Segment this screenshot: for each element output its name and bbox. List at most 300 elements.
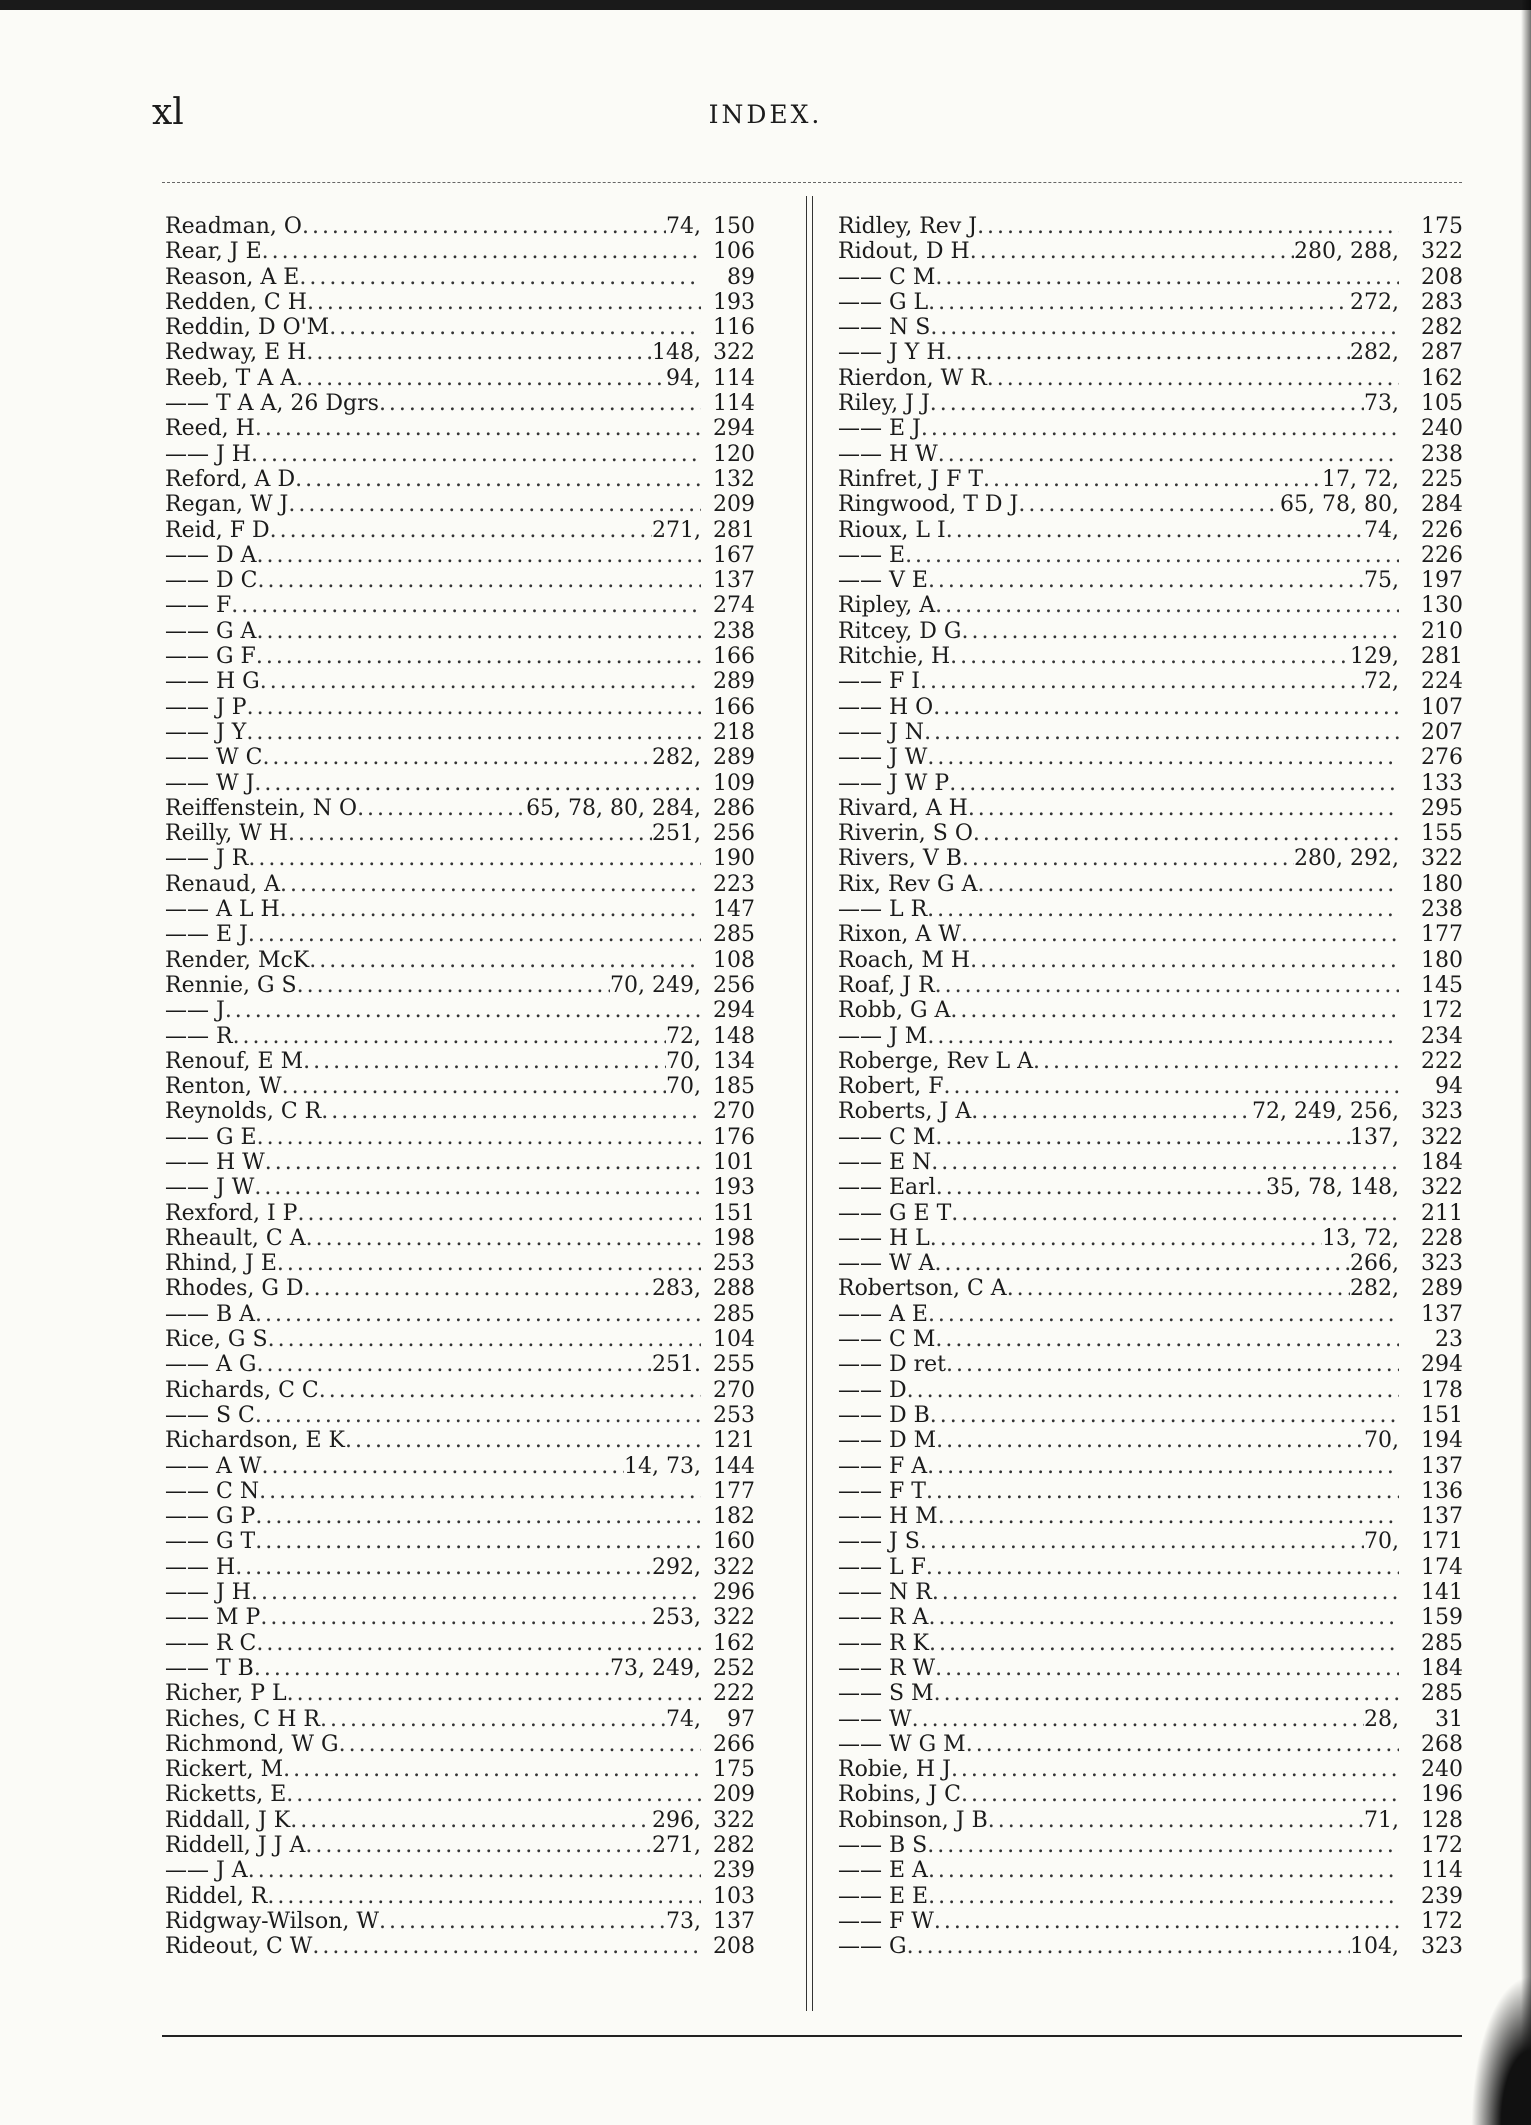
index-entry — [165, 391, 755, 416]
entry-name: —— H W — [165, 1149, 265, 1175]
index-entry — [165, 1327, 755, 1352]
entry-name: —— J M — [838, 1023, 928, 1049]
index-entry — [838, 290, 1463, 315]
entry-refs: 73, — [1364, 391, 1399, 417]
entry-name: —— D ret — [838, 1352, 947, 1378]
entry-name: Rennie, G S — [165, 972, 297, 998]
index-entry — [838, 1555, 1463, 1580]
index-entry — [838, 442, 1463, 467]
leader-dots — [282, 1074, 666, 1099]
entry-name: —— F — [165, 593, 232, 619]
index-entry — [165, 315, 755, 340]
entry-name: —— S C — [165, 1402, 255, 1428]
entry-name: Riverin, S O — [838, 821, 973, 847]
index-entry — [838, 1454, 1463, 1479]
leader-dots — [339, 1732, 701, 1757]
leader-dots — [936, 1175, 1266, 1200]
entry-page: 208 — [1421, 264, 1463, 290]
entry-page: 106 — [713, 239, 755, 265]
entry-name: —— Earl — [838, 1175, 936, 1201]
entry-name: Render, McK — [165, 947, 310, 973]
entry-refs: 75, — [1364, 568, 1399, 594]
leader-dots — [907, 1934, 1350, 1959]
entry-page: 197 — [1421, 568, 1463, 594]
leader-dots — [935, 1251, 1351, 1276]
index-entry — [165, 543, 755, 568]
entry-page: 323 — [1421, 1099, 1463, 1125]
entry-page: 274 — [713, 593, 755, 619]
entry-refs: 72, — [1364, 669, 1399, 695]
leader-dots — [262, 239, 701, 264]
entry-page: 103 — [713, 1883, 755, 1909]
entry-page: 323 — [1421, 1934, 1463, 1960]
entry-name: Reilly, W H — [165, 821, 288, 847]
entry-name: Ridgway-Wilson, W — [165, 1908, 379, 1934]
index-entry — [165, 340, 755, 365]
entry-page: 198 — [713, 1225, 755, 1251]
leader-dots — [961, 1782, 1399, 1807]
entry-name: Ricketts, E — [165, 1782, 287, 1808]
entry-page: 147 — [713, 897, 755, 923]
entry-page: 282 — [1421, 315, 1463, 341]
leader-dots — [307, 290, 701, 315]
index-entry — [838, 1024, 1463, 1049]
entry-page: 276 — [1421, 745, 1463, 771]
index-entry — [165, 1605, 755, 1630]
entry-page: 238 — [713, 618, 755, 644]
index-entry — [838, 1909, 1463, 1934]
entry-page: 253 — [713, 1251, 755, 1277]
entry-page: 114 — [713, 391, 755, 417]
index-entry — [838, 1580, 1463, 1605]
leader-dots — [946, 1352, 1399, 1377]
entry-page: 155 — [1421, 821, 1463, 847]
index-entry — [165, 290, 755, 315]
leader-dots — [961, 619, 1399, 644]
entry-page: 239 — [1421, 1883, 1463, 1909]
entry-name: —— A W — [165, 1453, 262, 1479]
entry-page: 121 — [713, 1428, 755, 1454]
leader-dots — [265, 1150, 701, 1175]
index-entry — [165, 467, 755, 492]
entry-page: 94 — [1435, 1074, 1463, 1100]
entry-name: Rear, J E — [165, 239, 262, 265]
index-entry — [838, 1276, 1463, 1301]
entry-name: —— R A — [838, 1605, 929, 1631]
leader-dots — [930, 1226, 1322, 1251]
index-entry — [165, 1909, 755, 1934]
leader-dots — [248, 922, 701, 947]
index-entry — [165, 1808, 755, 1833]
leader-dots — [946, 518, 1364, 543]
leader-dots — [928, 1884, 1399, 1909]
entry-name: —— H O — [838, 694, 934, 720]
entry-page: 238 — [1421, 897, 1463, 923]
index-entry — [838, 593, 1463, 618]
entry-name: —— N R — [838, 1580, 932, 1606]
index-entry — [165, 1707, 755, 1732]
index-entry — [838, 1352, 1463, 1377]
leader-dots — [944, 1074, 1399, 1099]
entry-name: —— C M — [838, 1124, 936, 1150]
index-entry — [838, 1428, 1463, 1453]
entry-page: 172 — [1421, 998, 1463, 1024]
entry-page: 209 — [713, 492, 755, 518]
entry-name: —— J N — [838, 719, 925, 745]
entry-page: 222 — [1421, 1048, 1463, 1074]
entry-name: —— F W — [838, 1908, 934, 1934]
entry-name: Riddell, J J A — [165, 1833, 306, 1858]
entry-name: Rhind, J E — [165, 1251, 277, 1277]
leader-dots — [251, 442, 701, 467]
entry-name: —— J Y H — [838, 340, 946, 366]
entry-name: Rhodes, G D — [165, 1276, 304, 1302]
entry-name: —— J W — [165, 1175, 255, 1201]
index-entry — [165, 1757, 755, 1782]
entry-refs: 296, — [652, 1807, 701, 1833]
index-entry — [165, 492, 755, 517]
leader-dots — [966, 1732, 1399, 1757]
entry-refs: 71, — [1364, 1807, 1399, 1833]
entry-page: 167 — [713, 542, 755, 568]
leader-dots — [302, 214, 666, 239]
index-entry — [165, 1833, 755, 1858]
index-entry — [165, 1251, 755, 1276]
leader-dots — [928, 1302, 1399, 1327]
entry-page: 239 — [713, 1858, 755, 1884]
entry-page: 209 — [713, 1782, 755, 1808]
index-entry — [838, 796, 1463, 821]
leader-dots — [931, 1150, 1399, 1175]
entry-page: 144 — [713, 1453, 755, 1479]
entry-name: —— E — [838, 542, 906, 568]
entry-name: —— E J — [165, 922, 248, 948]
leader-dots — [256, 1631, 701, 1656]
entry-page: 178 — [1421, 1377, 1463, 1403]
index-entry — [838, 1251, 1463, 1276]
entry-name: Rideout, C W — [165, 1934, 313, 1960]
index-entry — [838, 1049, 1463, 1074]
index-entry — [165, 1858, 755, 1883]
entry-name: Redden, C H — [165, 289, 307, 315]
index-entry — [165, 1504, 755, 1529]
entry-name: —— D C — [165, 568, 258, 594]
entry-refs: 70, — [1364, 1428, 1399, 1454]
leader-dots — [924, 720, 1399, 745]
entry-page: 137 — [713, 1908, 755, 1934]
entry-page: 268 — [1421, 1731, 1463, 1757]
leader-dots — [329, 315, 701, 340]
entry-page: 240 — [1421, 1757, 1463, 1783]
entry-refs: 72, 249, 256, — [1252, 1099, 1399, 1125]
index-entry — [838, 821, 1463, 846]
entry-page: 114 — [1421, 1858, 1463, 1884]
entry-page: 287 — [1421, 340, 1463, 366]
entry-page: 285 — [1421, 1630, 1463, 1656]
leader-dots — [262, 745, 652, 770]
leader-dots — [927, 897, 1399, 922]
entry-name: —— J W — [838, 745, 928, 771]
entry-page: 107 — [1421, 694, 1463, 720]
index-entry — [165, 1732, 755, 1757]
entry-name: —— M P — [165, 1605, 261, 1631]
entry-page: 145 — [1421, 972, 1463, 998]
leader-dots — [280, 872, 701, 897]
entry-page: 180 — [1421, 947, 1463, 973]
entry-name: Riches, C H R — [165, 1706, 320, 1732]
index-entry — [165, 214, 755, 239]
index-entry — [838, 1808, 1463, 1833]
leader-dots — [935, 1125, 1350, 1150]
leader-dots — [254, 771, 701, 796]
leader-dots — [950, 998, 1399, 1023]
index-entry — [165, 998, 755, 1023]
entry-name: —— S M — [838, 1681, 934, 1707]
entry-page: 322 — [713, 1807, 755, 1833]
leader-dots — [357, 796, 526, 821]
entry-page: 137 — [713, 568, 755, 594]
entry-name: —— E A — [838, 1858, 928, 1884]
entry-page: 281 — [1421, 644, 1463, 670]
entry-page: 270 — [713, 1099, 755, 1125]
index-entry — [838, 518, 1463, 543]
index-entry — [838, 1757, 1463, 1782]
entry-page: 288 — [713, 1276, 755, 1302]
index-entry — [838, 467, 1463, 492]
entry-refs: 70, 249, — [610, 972, 701, 998]
index-entry — [838, 1656, 1463, 1681]
leader-dots — [950, 644, 1350, 669]
leader-dots — [256, 619, 701, 644]
index-entry — [838, 1201, 1463, 1226]
entry-name: Rixon, A W — [838, 922, 961, 948]
index-entry — [165, 568, 755, 593]
leader-dots — [934, 1681, 1399, 1706]
entry-name: Riddall, J K — [165, 1807, 291, 1833]
entry-refs: 283, — [652, 1276, 701, 1302]
entry-refs: 65, 78, 80, 284, — [526, 795, 701, 821]
entry-name: —— C N — [165, 1478, 260, 1504]
entry-page: 286 — [713, 795, 755, 821]
index-entry — [165, 872, 755, 897]
index-entry — [838, 1681, 1463, 1706]
entry-name: —— W A — [838, 1251, 935, 1277]
page-title: INDEX. — [708, 100, 823, 129]
entry-page: 23 — [1435, 1327, 1463, 1353]
leader-dots — [973, 821, 1399, 846]
index-entry — [165, 1403, 755, 1428]
entry-page: 151 — [713, 1200, 755, 1226]
entry-refs: 282, — [652, 745, 701, 771]
entry-refs: 251. — [652, 1352, 701, 1378]
leader-dots — [235, 1555, 652, 1580]
entry-name: Richardson, E K — [165, 1428, 345, 1454]
leader-dots — [286, 1782, 701, 1807]
entry-page: 184 — [1421, 1149, 1463, 1175]
leader-dots — [946, 340, 1351, 365]
entry-page: 174 — [1421, 1554, 1463, 1580]
entry-name: Robins, J C — [838, 1782, 962, 1808]
entry-page: 141 — [1421, 1580, 1463, 1606]
entry-name: Roaf, J R — [838, 972, 935, 998]
index-entry — [838, 1074, 1463, 1099]
leader-dots — [905, 543, 1399, 568]
index-entry — [165, 1049, 755, 1074]
entry-name: Renton, W — [165, 1074, 282, 1100]
index-entry — [165, 1352, 755, 1377]
entry-page: 166 — [713, 644, 755, 670]
leader-dots — [912, 1707, 1364, 1732]
leader-dots — [321, 1099, 701, 1124]
entry-page: 148 — [713, 1023, 755, 1049]
index-entry — [165, 1428, 755, 1453]
index-entry — [165, 416, 755, 441]
leader-dots — [255, 1403, 701, 1428]
entry-name: —— R — [165, 1023, 233, 1049]
entry-page: 323 — [1421, 1251, 1463, 1277]
index-entry — [838, 366, 1463, 391]
entry-name: Reid, F D — [165, 517, 270, 543]
entry-refs: 74, — [666, 214, 701, 239]
entry-page: 295 — [1421, 795, 1463, 821]
entry-name: Ritcey, D G — [838, 618, 962, 644]
index-entry — [838, 1732, 1463, 1757]
leader-dots — [233, 1024, 666, 1049]
entry-name: —— G P — [165, 1504, 256, 1530]
entry-page: 177 — [1421, 922, 1463, 948]
entry-refs: 74, — [1364, 517, 1399, 543]
leader-dots — [312, 1934, 701, 1959]
entry-name: —— G — [838, 1934, 907, 1960]
index-entry — [838, 1707, 1463, 1732]
entry-refs: 65, 78, 80, — [1280, 492, 1399, 518]
index-entry — [838, 340, 1463, 365]
entry-page: 256 — [713, 972, 755, 998]
index-entry — [165, 720, 755, 745]
leader-dots — [935, 1327, 1399, 1352]
leader-dots — [248, 846, 701, 871]
leader-dots — [926, 1479, 1399, 1504]
entry-name: Riley, J J — [838, 391, 930, 417]
entry-page: 284 — [1421, 492, 1463, 518]
leader-dots — [255, 416, 701, 441]
leader-dots — [225, 998, 701, 1023]
entry-page: 282 — [713, 1833, 755, 1858]
leader-dots — [259, 1479, 701, 1504]
index-entry — [165, 1201, 755, 1226]
entry-refs: 70, — [666, 1048, 701, 1074]
entry-page: 177 — [713, 1478, 755, 1504]
leader-dots — [320, 1707, 666, 1732]
entry-refs: 28, — [1364, 1706, 1399, 1732]
leader-dots — [988, 1808, 1364, 1833]
entry-page: 89 — [727, 264, 755, 290]
entry-name: Redway, E H — [165, 340, 307, 366]
entry-name: Reford, A D — [165, 466, 296, 492]
index-entry — [838, 720, 1463, 745]
leader-dots — [247, 695, 701, 720]
leader-dots — [938, 1504, 1399, 1529]
entry-name: Rivers, V B — [838, 846, 962, 872]
entry-refs: 253, — [652, 1605, 701, 1631]
entry-page: 255 — [713, 1352, 755, 1378]
entry-page: 130 — [1421, 593, 1463, 619]
entry-refs: 70, — [1364, 1529, 1399, 1555]
entry-name: Reason, A E — [165, 264, 300, 290]
leader-dots — [935, 1656, 1399, 1681]
entry-name: —— G A — [165, 618, 257, 644]
entry-page: 180 — [1421, 871, 1463, 897]
entry-name: —— E E — [838, 1883, 929, 1909]
leader-dots — [379, 1909, 666, 1934]
index-entry — [838, 922, 1463, 947]
index-entry — [165, 1099, 755, 1124]
entry-refs: 70, — [666, 1074, 701, 1100]
top-rule — [162, 182, 1462, 183]
leader-dots — [928, 290, 1350, 315]
entry-name: Renaud, A — [165, 871, 280, 897]
entry-page: 266 — [713, 1731, 755, 1757]
leader-dots — [920, 669, 1364, 694]
entry-name: —— D B — [838, 1402, 930, 1428]
leader-dots — [288, 492, 701, 517]
leader-dots — [260, 1605, 652, 1630]
entry-page: 172 — [1421, 1908, 1463, 1934]
leader-dots — [309, 948, 701, 973]
leader-dots — [296, 366, 666, 391]
index-entry — [838, 644, 1463, 669]
entry-name: —— B S — [838, 1833, 928, 1858]
entry-page: 294 — [1421, 1352, 1463, 1378]
index-entry — [838, 315, 1463, 340]
entry-page: 171 — [1421, 1529, 1463, 1555]
entry-refs: 17, 72, — [1322, 466, 1399, 492]
entry-name: Robb, G A — [838, 998, 951, 1024]
leader-dots — [928, 568, 1364, 593]
index-entry — [838, 973, 1463, 998]
bottom-rule — [162, 2035, 1462, 2037]
entry-page: 136 — [1421, 1478, 1463, 1504]
leader-dots — [254, 1656, 610, 1681]
entry-name: Rix, Rev G A — [838, 871, 978, 897]
leader-dots — [257, 1125, 701, 1150]
entry-page: 296 — [713, 1580, 755, 1606]
left-index-column — [165, 214, 755, 1959]
entry-name: Ritchie, H — [838, 644, 951, 670]
entry-name: —— A L H — [165, 897, 280, 923]
leader-dots — [921, 416, 1399, 441]
entry-name: —— G E — [165, 1124, 257, 1150]
entry-name: —— F I — [838, 669, 920, 695]
entry-page: 194 — [1421, 1428, 1463, 1454]
entry-name: —— E J — [838, 416, 921, 442]
entry-name: —— W — [838, 1706, 912, 1732]
entry-name: —— H — [165, 1554, 236, 1580]
index-entry — [838, 1934, 1463, 1959]
index-entry — [165, 1074, 755, 1099]
entry-page: 31 — [1435, 1706, 1463, 1732]
entry-page: 175 — [1421, 214, 1463, 239]
index-entry — [165, 1226, 755, 1251]
entry-page: 172 — [1421, 1833, 1463, 1858]
entry-page: 108 — [713, 947, 755, 973]
entry-page: 120 — [713, 441, 755, 467]
index-entry — [838, 1605, 1463, 1630]
leader-dots — [248, 1858, 701, 1883]
index-entry — [165, 669, 755, 694]
entry-name: —— F T — [838, 1478, 926, 1504]
index-entry — [165, 1454, 755, 1479]
